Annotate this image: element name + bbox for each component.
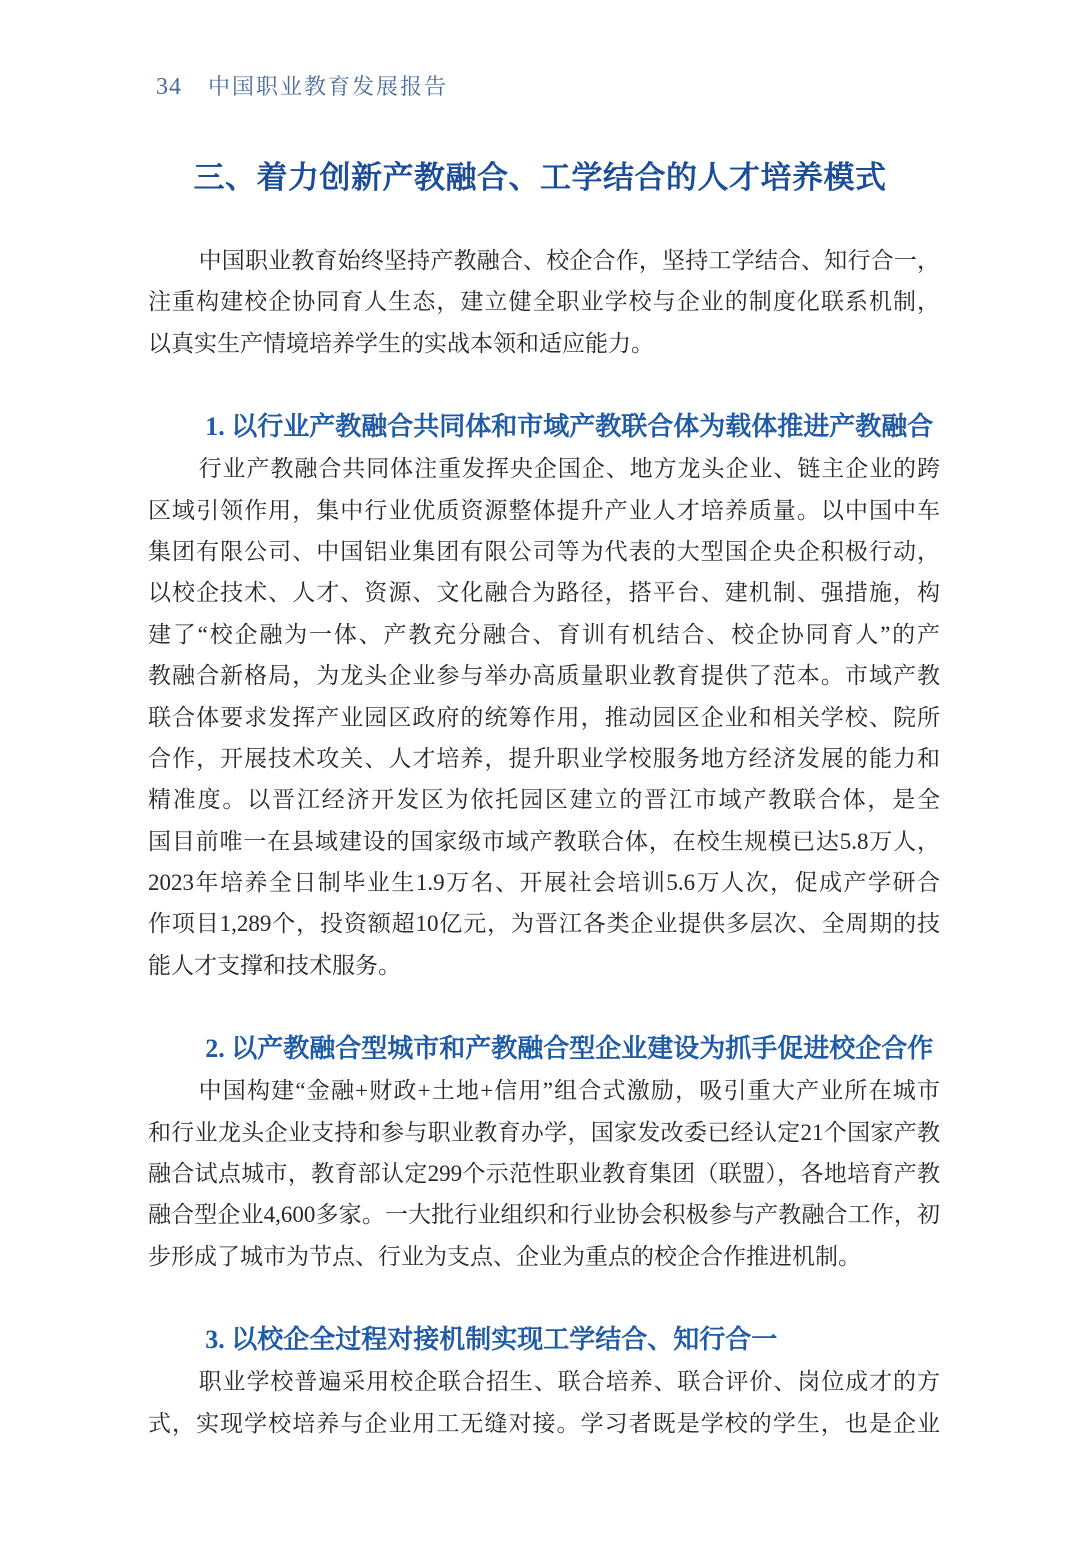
text-line: 国目前唯一在县域建设的国家级市域产教联合体，在校生规模已达5.8万人，: [148, 828, 940, 854]
text-line: 式，实现学校培养与企业用工无缝对接。学习者既是学校的学生，也是企业: [148, 1410, 940, 1436]
text-line: 能人才支撑和技术服务。: [148, 952, 401, 978]
section-3-paragraph: [148, 1361, 940, 1444]
text-line: 中国构建“金融+财政+土地+信用”组合式激励，吸引重大产业所在城市: [198, 1078, 940, 1104]
section-2-heading: 2. 以产教融合型城市和产教融合型企业建设为抓手促进校企合作: [205, 1034, 934, 1064]
chapter-title: 三、着力创新产教融合、工学结合的人才培养模式: [193, 160, 887, 195]
text-line: 和行业龙头企业支持和参与职业教育办学，国家发改委已经认定21个国家产教: [148, 1119, 940, 1145]
running-header-title: 中国职业教育发展报告: [208, 74, 449, 99]
text-line: 以校企技术、人才、资源、文化融合为路径，搭平台、建机制、强措施，构: [148, 580, 940, 606]
text-line: 融合试点城市，教育部认定299个示范性职业教育集团（联盟），各地培育产教: [148, 1161, 940, 1187]
page-number: 34: [156, 74, 182, 100]
text-line: 融合型企业4,600多家。一大批行业组织和行业协会积极参与产教融合工作，初: [148, 1202, 940, 1228]
text-line: 注重构建校企协同育人生态，建立健全职业学校与企业的制度化联系机制，: [148, 289, 940, 315]
text-line: 建了“校企融为一体、产教充分融合、育训有机结合、校企协同育人”的产: [148, 621, 940, 647]
text-line: 作项目1,289个，投资额超10亿元，为晋江各类企业提供多层次、全周期的技: [148, 911, 940, 937]
section-2-paragraph: [148, 1070, 940, 1277]
text-line: 中国职业教育始终坚持产教融合、校企合作，坚持工学结合、知行合一，: [198, 248, 940, 273]
section-1-heading: 1. 以行业产教融合共同体和市域产教联合体为载体推进产教融合: [205, 412, 934, 442]
page-content: [148, 240, 940, 1444]
text-line: 行业产教融合共同体注重发挥央企国企、地方龙头企业、链主企业的跨: [198, 456, 940, 482]
text-line: 教融合新格局，为龙头企业参与举办高质量职业教育提供了范本。市域产教: [148, 663, 940, 689]
text-line: 集团有限公司、中国铝业集团有限公司等为代表的大型国企央企积极行动，: [148, 538, 940, 564]
text-line: 区域引领作用，集中行业优质资源整体提升产业人才培养质量。以中国中车: [148, 497, 940, 523]
text-line: 精准度。以晋江经济开发区为依托园区建立的晋江市域产教联合体，是全: [148, 787, 940, 813]
text-line: 2023年培养全日制毕业生1.9万名、开展社会培训5.6万人次，促成产学研合: [148, 870, 940, 896]
text-line: 合作，开展技术攻关、人才培养，提升职业学校服务地方经济发展的能力和: [148, 745, 940, 771]
section-3-heading: 3. 以校企全过程对接机制实现工学结合、知行合一: [205, 1325, 778, 1355]
text-line: 职业学校普遍采用校企联合招生、联合培养、联合评价、岗位成才的方: [198, 1369, 940, 1395]
section-1-paragraph: [148, 448, 940, 986]
text-line: 以真实生产情境培养学生的实战本领和适应能力。: [148, 330, 654, 356]
page-header: [0, 0, 1080, 102]
intro-paragraph: [148, 240, 940, 364]
text-line: 步形成了城市为节点、行业为支点、企业为重点的校企合作推进机制。: [148, 1243, 861, 1269]
text-line: 联合体要求发挥产业园区政府的统筹作用，推动园区企业和相关学校、院所: [148, 704, 940, 730]
